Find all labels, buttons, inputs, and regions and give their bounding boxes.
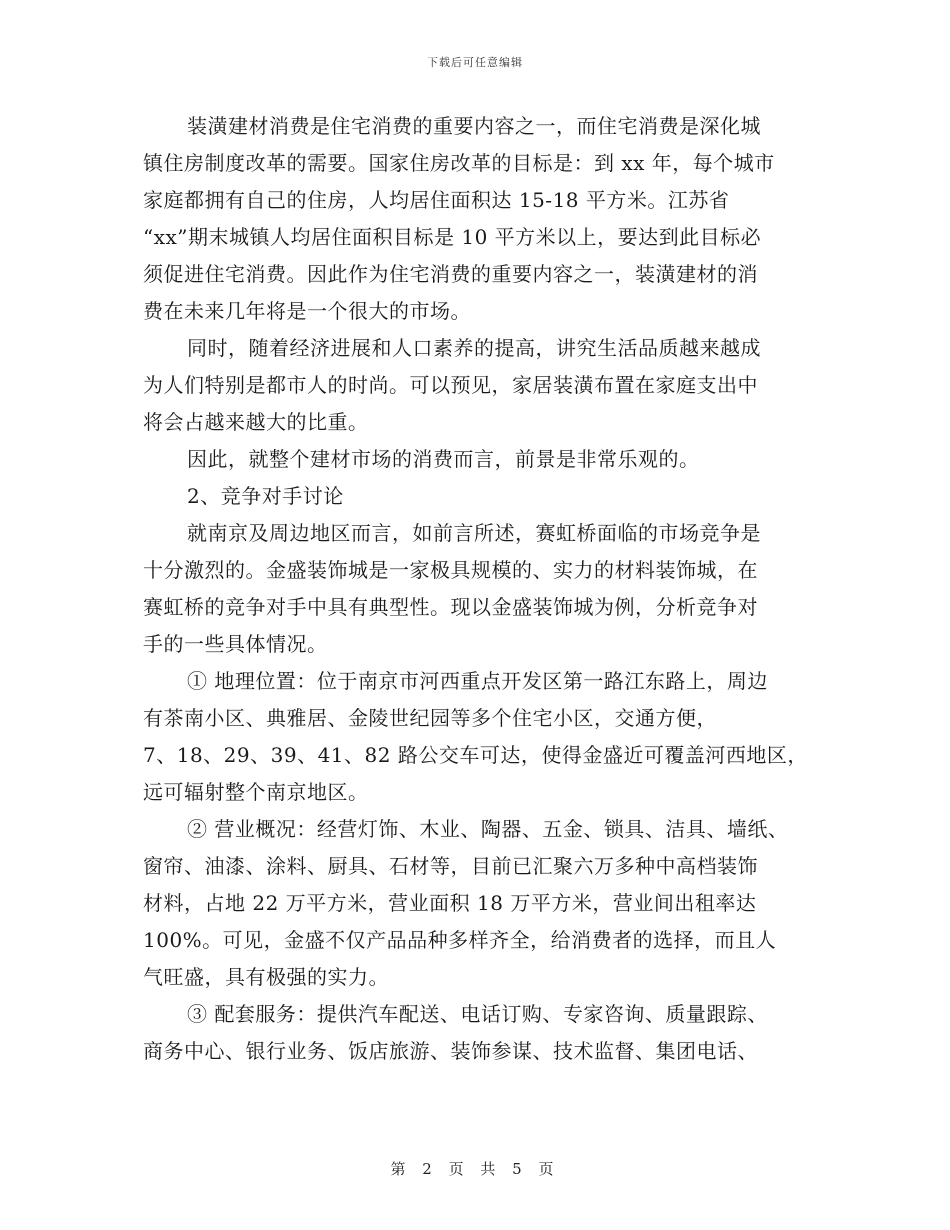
text-line: 100%。可见，金盛不仅产品品种多样齐全，给消费者的选择，而且人	[143, 928, 777, 952]
text-line: 手的一些具体情况。	[143, 632, 328, 656]
page-footer: 第 2 页 共 5 页	[390, 1160, 560, 1178]
text-line: ③ 配套服务：提供汽车配送、电话订购、专家咨询、质量跟踪、	[187, 1002, 768, 1026]
text-line: 同时，随着经济进展和人口素养的提高，讲究生活品质越来越成	[187, 336, 761, 360]
text-line: 商务中心、银行业务、饭店旅游、装饰参谋、技术监督、集团电话、	[143, 1039, 758, 1063]
page-header: 下载后可任意编辑	[427, 56, 523, 69]
text-line: 赛虹桥的竞争对手中具有典型性。现以金盛装饰城为例，分析竞争对	[143, 595, 758, 619]
text-line: 有茶南小区、典雅居、金陵世纪园等多个住宅小区，交通方便，	[143, 706, 717, 730]
text-line: 为人们特别是都市人的时尚。可以预见，家居装潢布置在家庭支出中	[143, 373, 758, 397]
text-line: 窗帘、油漆、涂料、厨具、石材等，目前已汇聚六万多种中高档装饰	[143, 854, 758, 878]
text-line: 远可辐射整个南京地区。	[143, 780, 369, 804]
text-line: “xx”期末城镇人均居住面积目标是 10 平方米以上，要达到此目标必	[143, 225, 762, 249]
text-line: 7、18、29、39、41、82 路公交车可达，使得金盛近可覆盖河西地区，	[143, 743, 808, 767]
text-line: ② 营业概况：经营灯饰、木业、陶器、五金、锁具、洁具、墙纸、	[187, 817, 789, 841]
text-line: 将会占越来越大的比重。	[143, 410, 369, 434]
text-line: 因此，就整个建材市场的消费而言，前景是非常乐观的。	[187, 447, 700, 471]
text-line: 2、竞争对手讨论	[187, 484, 344, 508]
text-line: ① 地理位置：位于南京市河西重点开发区第一路江东路上，周边	[187, 669, 768, 693]
text-line: 气旺盛，具有极强的实力。	[143, 965, 389, 989]
text-line: 材料，占地 22 万平方米，营业面积 18 万平方米，营业间出租率达	[143, 891, 757, 915]
text-line: 须促进住宅消费。因此作为住宅消费的重要内容之一，装潢建材的消	[143, 262, 758, 286]
text-line: 镇住房制度改革的需要。国家住房改革的目标是：到 xx 年，每个城市	[143, 151, 775, 175]
text-line: 十分激烈的。金盛装饰城是一家极具规模的、实力的材料装饰城，在	[143, 558, 758, 582]
text-line: 费在未来几年将是一个很大的市场。	[143, 299, 471, 323]
text-line: 家庭都拥有自己的住房，人均居住面积达 15-18 平方米。江苏省	[143, 188, 730, 212]
body-text	[143, 108, 813, 1070]
text-line: 就南京及周边地区而言，如前言所述，赛虹桥面临的市场竞争是	[187, 521, 761, 545]
text-line: 装潢建材消费是住宅消费的重要内容之一，而住宅消费是深化城	[187, 114, 761, 138]
